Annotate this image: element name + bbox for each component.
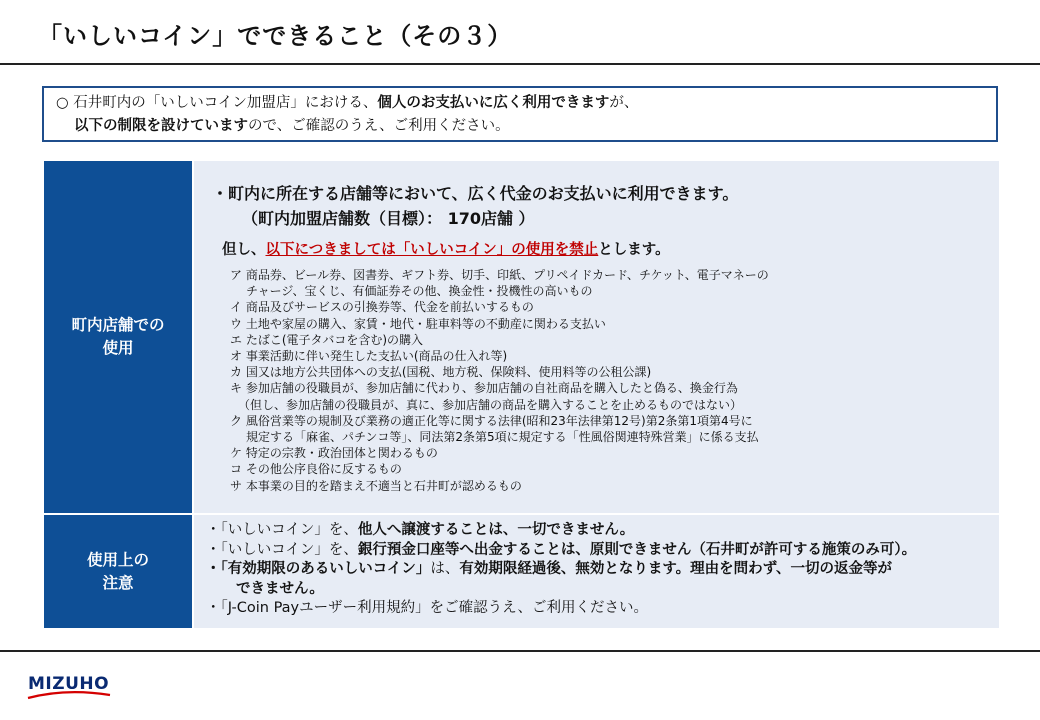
bottom-divider [0, 650, 1040, 652]
notice-text: が、 [609, 95, 639, 111]
list-item: イ 商品及びサービスの引換券等、代金を前払いするもの [230, 300, 534, 315]
list-item: エ たばこ(電子タバコを含む)の購入 [230, 332, 424, 347]
list-item: ク 風俗営業等の規制及び業務の適正化等に関する法律(昭和23年法律第12号)第2条第1項第4号に [230, 413, 753, 428]
note-bold-text: 有効期限経過後、無効となります。理由を問わず、一切の返金等が [459, 561, 893, 577]
header-label: 使用上の [86, 550, 149, 569]
prohibition-line [222, 238, 670, 259]
note-bold-text: ・「有効期限のあるいしいコイン」 [206, 561, 431, 577]
section-body-usage-notes [194, 515, 999, 628]
notice-line-1 [56, 92, 996, 115]
list-item: サ 本事業の目的を踏まえ不適当と石井町が認めるもの [230, 478, 522, 493]
mizuho-logo: MIZUHO [28, 674, 110, 694]
list-item: ウ 土地や家屋の購入、家賃・地代・駐車料等の不動産に関わる支払い [230, 316, 606, 331]
note-text: は、 [430, 561, 460, 577]
section-usage-notes [44, 515, 999, 628]
prohibited-items-list [230, 267, 769, 494]
logo-swoosh-icon [26, 690, 112, 700]
top-divider [0, 63, 1040, 65]
note-text: ・「いしいコイン」を、 [206, 522, 358, 538]
note-item: ・「J-Coin Payユーザー利用規約」をご確認うえ、ご利用ください。 [206, 600, 648, 616]
section-store-use [44, 161, 999, 513]
note-item [206, 560, 916, 580]
notice-text: ので、ご確認のうえ、ご利用ください。 [248, 118, 510, 134]
store-target-line: （町内加盟店舗数（目標）： 170店舗 ） [242, 209, 535, 228]
list-item: チャージ、宝くじ、有価証券その他、換金性・投機性の高いもの [246, 284, 593, 299]
note-bold-text: 銀行預金口座等へ出金することは、原則できません（石井町が許可する施策のみ可）。 [357, 541, 917, 558]
list-item: ア 商品券、ビール券、図書券、ギフト券、切手、印紙、プリペイドカード、チケット、電子マネーの [230, 268, 769, 282]
page-title: 「いしいコイン」でできること（その３） [38, 22, 513, 50]
notice-bold-text: 以下の制限を設けています [74, 118, 248, 134]
section-body-store-use [194, 161, 999, 513]
list-item: コ その他公序良俗に反するもの [230, 462, 402, 477]
notes-list [206, 521, 916, 619]
prohibition-text: 但し、 [222, 242, 266, 258]
notice-bold-text: 個人のお支払いに広く利用できます [377, 95, 610, 111]
notice-line-2 [56, 115, 996, 138]
list-item: ケ 特定の宗教・政治団体と関わるもの [230, 446, 438, 461]
note-item [206, 541, 916, 561]
lead-line: ・町内に所在する店舗等において、広く代金のお支払いに利用できます。 [212, 184, 739, 203]
section-header-usage-notes [44, 515, 192, 628]
notice-box [42, 86, 998, 142]
notice-text: ○ 石井町内の「いしいコイン加盟店」における、 [56, 95, 378, 111]
list-item: キ 参加店舗の役職員が、参加店舗に代わり、参加店舗の自社商品を購入したと偽る、換金行為 [230, 381, 738, 396]
list-item: オ 事業活動に伴い発生した支払い(商品の仕入れ等) [230, 349, 508, 364]
lead-text [212, 181, 738, 231]
prohibition-highlight: 以下につきましては「いしいコイン」の使用を禁止 [265, 242, 599, 258]
list-item: 規定する「麻雀、パチンコ等」、同法第2条第5項に規定する「性風俗関連特殊営業」に係る支払 [246, 430, 759, 445]
note-item [206, 521, 916, 541]
list-item: （但し、参加店舗の役職員が、真に、参加店舗の商品を購入することを止めるものではない） [238, 397, 743, 412]
note-text: ・「いしいコイン」を、 [206, 541, 358, 558]
header-label: 町内店舗での [71, 316, 165, 334]
note-bold-text: 他人へ譲渡することは、一切できません。 [357, 522, 635, 538]
prohibition-text: とします。 [598, 242, 670, 258]
note-item-continuation: できません。 [236, 580, 324, 597]
section-header-store-use [44, 161, 192, 513]
list-item: カ 国又は地方公共団体への支払(国税、地方税、保険料、使用料等の公租公課) [230, 365, 652, 380]
header-label: 注意 [102, 573, 134, 592]
header-label: 使用 [102, 339, 134, 357]
